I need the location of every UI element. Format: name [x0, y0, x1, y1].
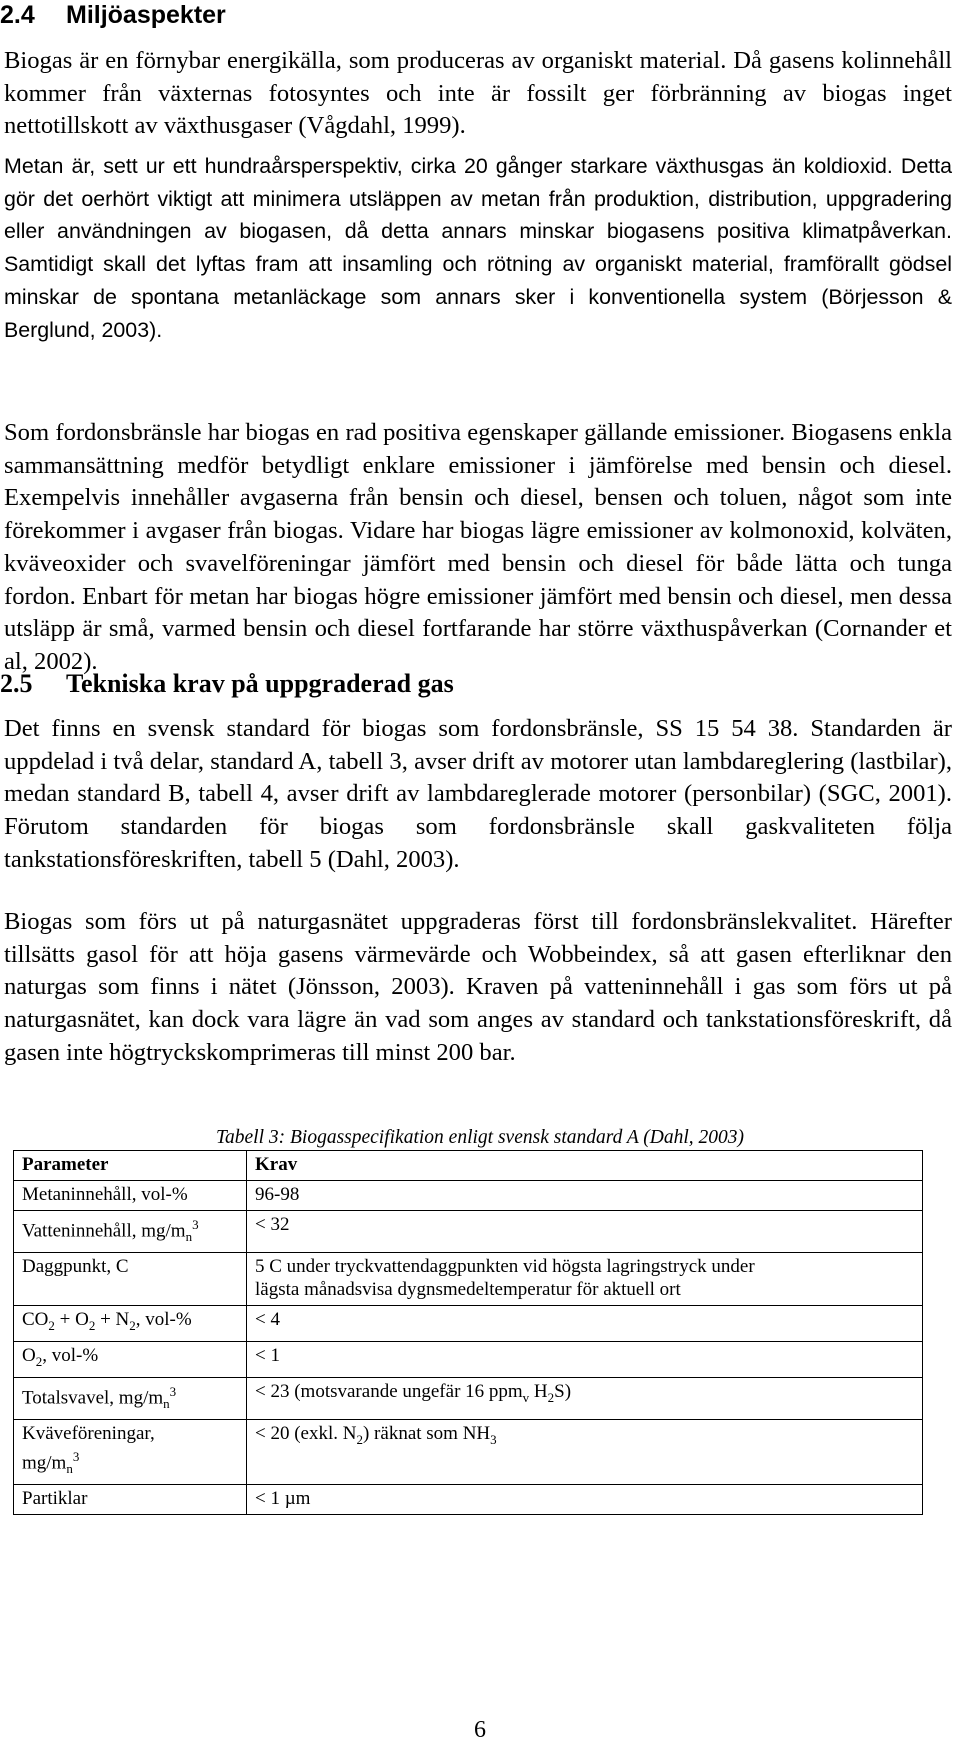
param-line-2	[22, 1445, 240, 1480]
page-number: 6	[474, 1717, 486, 1743]
cell-req-metan: 96-98	[247, 1181, 923, 1211]
specification-table	[13, 1150, 923, 1515]
req-sub: v	[522, 1389, 530, 1405]
param-sub: 2	[88, 1317, 96, 1333]
table-caption: Tabell 3: Biogasspecifikation enligt svensk standard A (Dahl, 2003)	[215, 1127, 745, 1148]
cell-param-kvave	[14, 1419, 247, 1484]
cell-param-metan: Metaninnehåll, vol-%	[14, 1181, 247, 1211]
paragraph-methane-greenhouse: Metan är, sett ur ett hundraårsperspektiv, cirka 20 gånger starkare växthusgas än koldioxid. Detta gör det oerhört viktigt att minimera utsläppen av metan från produktion, distribution, uppgradering eller användningen av biogasen, då detta annars minskar biogasens positiva klimatpåverkan. Samtidigt skall det lyftas fram att insamling och rötning av organiskt material, framförallt gödsel minskar de spontana metanläckage som annars sker i konventionella system (Börjesson & Berglund, 2003).	[4, 154, 952, 342]
param-text: + N	[95, 1309, 130, 1331]
cell-req-dagg	[247, 1253, 923, 1306]
cell-req-vatten: < 32	[247, 1211, 923, 1253]
param-sub: n	[163, 1395, 170, 1411]
section-title: Tekniska krav på uppgraderad gas	[66, 669, 454, 698]
req-text: H	[529, 1380, 548, 1402]
paragraph-fuel-emissions: Som fordonsbränsle har biogas en rad positiva egenskaper gällande emissioner. Biogasens enkla sammansättning medför betydligt enklare emissioner i jämförelse med bensin och diesel. Exempelvis innehåller avgaserna från bensin och diesel, bensen och toluen, något som inte förekommer i avgaser från biogas. Vidare har biogas lägre emissioner av kolmonoxid, kolväten, kväveoxider och svavelföreningar jämfört med bensin och diesel för både lätta och tunga fordon. Enbart för metan har biogas högre emissioner jämfört med bensin och diesel, men dessa utsläpp är små, varmed bensin och diesel fortfarande har större växthuspåverkan (Cornander et al, 2002).	[4, 419, 952, 675]
cell-req-co2: < 4	[247, 1306, 923, 1342]
req-text: < 23 (motsvarande ungefär 16 ppm	[255, 1380, 523, 1402]
param-text: Vatteninnehåll, mg/m	[22, 1220, 186, 1242]
paragraph-swedish-standard: Det finns en svensk standard för biogas som fordonsbränsle, SS 15 54 38. Standarden är uppdelad i två delar, standard A, tabell 3, avser drift av motorer utan lambdareglering (lastbilar), medan standard B, tabell 4, avser drift av lambdareglerade motorer (personbilar) (SGC, 2001). Förutom standarden för biogas som fordonsbränsle skall gaskvaliteten följa tankstationsföreskriften, tabell 5 (Dahl, 2003).	[4, 715, 952, 873]
param-sub: n	[66, 1460, 73, 1476]
section-number: 2.4	[0, 1, 35, 29]
param-sub: 2	[48, 1317, 55, 1333]
req-sub: 2	[356, 1431, 363, 1447]
req-line-1: 5 C under tryckvattendaggpunkten vid högsta lagringstryck under	[255, 1256, 755, 1278]
cell-param-partiklar: Partiklar	[14, 1484, 247, 1514]
cell-req-o2: < 1	[247, 1341, 923, 1377]
cell-param-svavel	[14, 1377, 247, 1419]
cell-param-co2	[14, 1306, 247, 1342]
param-text: CO	[22, 1309, 49, 1331]
req-sub: 2	[547, 1389, 555, 1405]
table-row	[14, 1341, 923, 1377]
req-text: ) räknat som NH	[362, 1422, 491, 1444]
param-line-1: Kväveföreningar,	[22, 1422, 155, 1444]
req-line-2: lägsta månadsvisa dygnsmedeltemperatur för aktuell ort	[255, 1279, 681, 1301]
table-row	[14, 1419, 923, 1484]
req-text: < 20 (exkl. N	[255, 1422, 357, 1444]
cell-req-kvave	[247, 1419, 923, 1484]
table-row	[14, 1377, 923, 1419]
param-sub: 2	[35, 1353, 43, 1369]
param-sup: 3	[72, 1448, 80, 1464]
param-text: , vol-%	[42, 1344, 99, 1366]
cell-param-dagg: Daggpunkt, C	[14, 1253, 247, 1306]
cell-req-partiklar: < 1 µm	[247, 1484, 923, 1514]
paragraph-natural-gas-grid: Biogas som förs ut på naturgasnätet uppgraderas först till fordonsbränslekvalitet. Härefter tillsätts gasol för att höja gasens värmevärde och Wobbeindex, så att gasen efterliknar den naturgas som finns i nätet (Jönsson, 2003). Kraven på vatteninnehåll i gas som förs ut på naturgasnätet, kan dock vara lägre än vad som anges av standard och tankstationsföreskrift, då gasen inte högtryckskomprimeras till minst 200 bar.	[4, 908, 952, 1066]
table-row	[14, 1484, 923, 1514]
table-row	[14, 1211, 923, 1253]
header-parameter: Parameter	[14, 1151, 247, 1181]
table-row	[14, 1181, 923, 1211]
cell-param-vatten	[14, 1211, 247, 1253]
req-sub: 3	[490, 1431, 497, 1447]
section-title: Miljöaspekter	[66, 1, 226, 29]
section-heading-2-5	[0, 669, 454, 699]
param-text: mg/m	[22, 1452, 67, 1474]
param-text: , vol-%	[135, 1309, 192, 1331]
req-text: S)	[554, 1380, 572, 1402]
table-row	[14, 1253, 923, 1306]
section-heading-2-4	[0, 0, 226, 30]
section-number: 2.5	[0, 669, 33, 698]
header-requirement: Krav	[247, 1151, 923, 1181]
paragraph-biogas-renewable: Biogas är en förnybar energikälla, som produceras av organiskt material. Då gasens kolinnehåll kommer från växternas fotosyntes och inte är fossilt ger förbränning av biogas inget nettotillskott av växthusgaser (Vågdahl, 1999).	[4, 47, 952, 140]
param-sup: 3	[192, 1217, 199, 1232]
param-sub: 2	[129, 1317, 136, 1333]
table-row	[14, 1306, 923, 1342]
cell-req-svavel	[247, 1377, 923, 1419]
param-text: Totalsvavel, mg/m	[22, 1387, 164, 1409]
param-sub: n	[185, 1229, 193, 1245]
param-text: + O	[54, 1309, 89, 1331]
param-text: O	[22, 1344, 36, 1366]
table-header-row	[14, 1151, 923, 1181]
cell-param-o2	[14, 1341, 247, 1377]
param-sup: 3	[169, 1383, 177, 1399]
